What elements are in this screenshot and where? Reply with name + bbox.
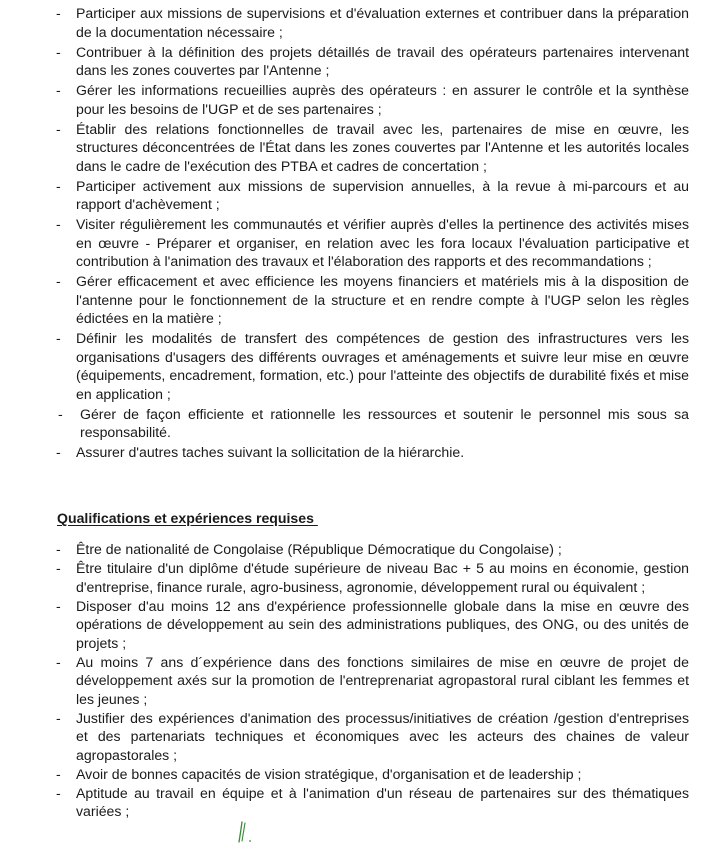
- list-item: [0, 329, 711, 403]
- list-item-text: Gérer efficacement et avec efficience les moyens financiers et matériels mis à la disposition de l'antenne pour le fonctionnement de la structure et en rendre compte à l'UGP selon les règles édictées en la matière ;: [76, 273, 689, 326]
- list-item-text: Établir des relations fonctionnelles de travail avec les, partenaires de mise en œuvre, les structures déconcentrées de l'État dans les zones couvertes par l'Antenne et les autorités locales dans le cadre de l'exécution des PTBA et cadres de concertation ;: [76, 120, 689, 174]
- bullet-dash: -: [56, 541, 61, 557]
- list-item: [0, 215, 711, 271]
- list-item-text: Gérer les informations recueillies auprès des opérateurs : en assurer le contrôle et la synthèse pour les besoins de l'UGP et de ses partenaires ;: [76, 82, 689, 117]
- bullet-dash: -: [56, 330, 61, 346]
- list-item: [0, 272, 711, 328]
- bullet-dash: -: [56, 444, 61, 460]
- bullet-dash: -: [56, 273, 61, 289]
- task-list: [0, 4, 711, 463]
- list-item: [0, 597, 711, 653]
- list-item-text: Contribuer à la définition des projets détaillés de travail des opérateurs partenaires intervenant dans les zones couvertes par l'Antenne ;: [76, 43, 689, 78]
- bullet-dash: -: [56, 597, 61, 614]
- bullet-dash: -: [58, 405, 63, 422]
- list-item: [0, 81, 711, 118]
- list-item-text: Être de nationalité de Congolaise (République Démocratique du Congolaise) ;: [76, 541, 562, 557]
- bullet-dash: -: [56, 560, 61, 576]
- list-item-text: Disposer d'au moins 12 ans d'expérience professionnelle globale dans la mise en œuvre des opérations de développement au sein des administrations publiques, des ONG, ou des unités de projets ;: [76, 597, 689, 651]
- list-item: [0, 120, 711, 176]
- list-item-text: Gérer de façon efficiente et rationnelle les ressources et soutenir le personnel mis sous sa responsabilité.: [80, 405, 689, 440]
- list-item: [0, 177, 711, 214]
- bullet-dash: -: [56, 653, 61, 670]
- list-item: [0, 443, 711, 462]
- list-item-text: Justifier des expériences d'animation des processus/initiatives de création /gestion d'entreprises et des partenariats techniques et économiques avec les acteurs des chaines de valeur agropastorales ;: [76, 709, 689, 763]
- list-item-text: Participer aux missions de supervisions et d'évaluation externes et contribuer dans la préparation de la documentation nécessaire ;: [76, 5, 689, 40]
- list-item: [0, 784, 711, 821]
- list-item-text: Visiter régulièrement les communautés et vérifier auprès d'elles la pertinence des activités mises en œuvre - Préparer et organiser, en relation avec les fora locaux l'évaluation participative et contribution à l'animation des travaux et l'élaboration des rapports et des recommandations ;: [76, 216, 689, 269]
- list-item-text: Participer activement aux missions de supervision annuelles, à la revue à mi-parcours et au rapport d'achèvement ;: [76, 177, 689, 212]
- bullet-dash: -: [56, 120, 61, 137]
- list-item-text: Être titulaire d'un diplôme d'étude supérieure de niveau Bac + 5 au moins en économie, gestion d'entreprise, finance rurale, agro-business, agronomie, développement rural ou équivalent ;: [76, 560, 689, 595]
- list-item: [0, 765, 711, 784]
- qualifications-list: [0, 540, 711, 821]
- list-item: [0, 709, 711, 765]
- bullet-dash: -: [56, 82, 61, 98]
- bullet-dash: -: [56, 216, 61, 232]
- bullet-dash: -: [56, 709, 61, 726]
- bullet-dash: -: [56, 784, 61, 801]
- list-item-text: Au moins 7 ans d´expérience dans des fonctions similaires de mise en œuvre de projet de développement axés sur la promotion de l'entreprenariat agropastoral rural ciblant les femmes et les jeunes ;: [76, 653, 689, 707]
- list-item-text: Avoir de bonnes capacités de vision stratégique, d'organisation et de leadership ;: [76, 765, 582, 782]
- bullet-dash: -: [56, 5, 61, 21]
- list-item: [0, 653, 711, 709]
- list-item: [0, 43, 711, 80]
- list-item: [0, 559, 711, 596]
- bullet-dash: -: [56, 43, 61, 60]
- list-item: [0, 405, 711, 442]
- bullet-dash: -: [56, 177, 61, 194]
- list-item: [0, 540, 711, 559]
- list-item-text: Aptitude au travail en équipe et à l'animation d'un réseau de partenaires sur des thématiques variées ;: [76, 784, 689, 819]
- handwritten-check-icon: [236, 820, 254, 844]
- list-item: [0, 4, 711, 41]
- list-item-text: Assurer d'autres taches suivant la sollicitation de la hiérarchie.: [76, 444, 465, 460]
- bullet-dash: -: [56, 765, 61, 782]
- section-heading-qualifications: Qualifications et expériences requises: [57, 510, 318, 526]
- list-item-text: Définir les modalités de transfert des compétences de gestion des infrastructures vers les organisations d'usagers des différents ouvrages et aménagements et suivre leur mise en œuvre (équipements, encadrement, formation, etc.) pour l'atteinte des objectifs de durabilité fixés et mise en application ;: [76, 330, 689, 402]
